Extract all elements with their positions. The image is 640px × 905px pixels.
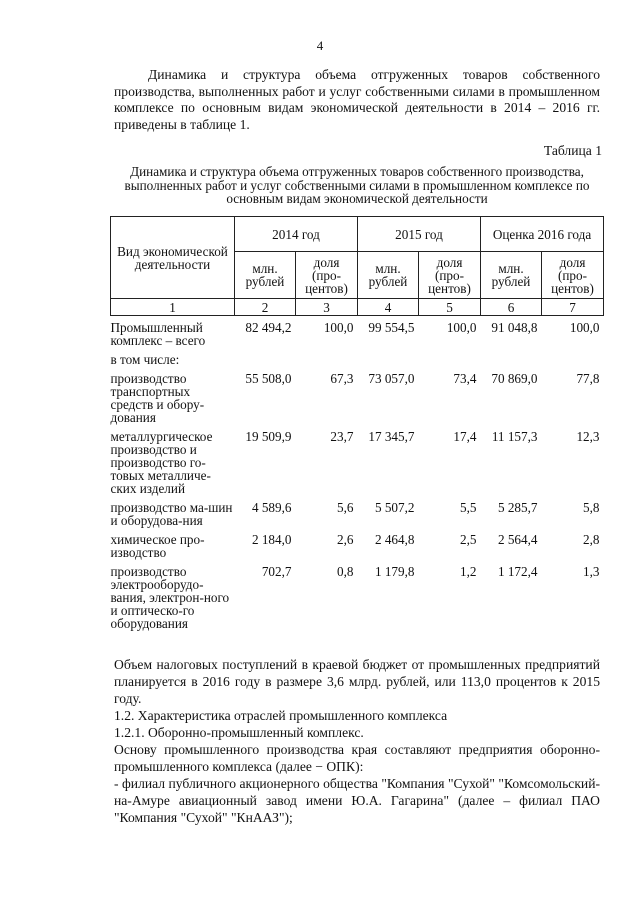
subheader-mln: млн. рублей — [481, 252, 542, 299]
sukhoi-branch-paragraph: - филиал публичного акционерного общества "Компания "Сухой" "Комсомольский-на-Амуре авиационный завод имени Ю.А. Гагарина" (далее – филиал ПАО "Компания "Сухой" "КнААЗ"); — [114, 776, 600, 825]
cell-value: 0,8 — [337, 564, 354, 579]
column-number: 6 — [481, 299, 542, 316]
table-row — [111, 316, 604, 354]
cell-value: 5,5 — [460, 500, 477, 515]
column-number: 3 — [296, 299, 358, 316]
column-number: 7 — [542, 299, 604, 316]
row-label: в том числе: — [110, 352, 180, 367]
subheader-share: доля (про-центов) — [419, 252, 481, 299]
row-label: производство транспортных средств и обору-дования — [110, 371, 205, 425]
data-table — [110, 216, 604, 636]
table-label: Таблица 1 — [543, 143, 602, 158]
cell-value: 17 345,7 — [368, 429, 415, 444]
table-row — [111, 430, 604, 501]
row-label: производство электрооборудо-вания, электрон-ного и оптическо-го оборудования — [110, 564, 230, 631]
intro-paragraph: Динамика и структура объема отгруженных товаров собственного производства, выполненных работ и услуг собственными силами в промышленном комплексе по основным видам экономической деятельности в 2014 – 2016 гг. приведены в таблице 1. — [114, 67, 600, 132]
cell-value: 99 554,5 — [368, 320, 415, 335]
column-number: 1 — [111, 299, 235, 316]
table-row — [111, 533, 604, 565]
cell-value: 91 048,8 — [491, 320, 538, 335]
subheader-mln: млн. рублей — [235, 252, 296, 299]
cell-value: 5,6 — [337, 500, 354, 515]
cell-value: 2 184,0 — [251, 532, 292, 547]
cell-value: 5 507,2 — [374, 500, 415, 515]
cell-value: 73 057,0 — [368, 371, 415, 386]
subheader-share: доля (про-центов) — [296, 252, 358, 299]
opk-paragraph: Основу промышленного производства края составляют предприятия оборонно-промышленного комплекса (далее − ОПК): — [114, 742, 600, 774]
column-number: 2 — [235, 299, 296, 316]
cell-value: 11 157,3 — [491, 429, 538, 444]
page-number: 4 — [316, 38, 324, 53]
row-label: химическое про-изводство — [110, 532, 205, 560]
cell-value: 23,7 — [330, 429, 354, 444]
cell-value: 1,3 — [583, 564, 600, 579]
section-heading-1-2-1: 1.2.1. Оборонно-промышленный комплекс. — [114, 725, 364, 740]
cell-value: 17,4 — [453, 429, 477, 444]
cell-value: 5 285,7 — [497, 500, 538, 515]
cell-value: 100,0 — [569, 320, 600, 335]
cell-value: 100,0 — [323, 320, 354, 335]
column-number: 5 — [419, 299, 481, 316]
column-number: 4 — [358, 299, 419, 316]
cell-value: 77,8 — [576, 371, 600, 386]
cell-value: 4 589,6 — [251, 500, 292, 515]
table-row — [111, 372, 604, 430]
header-year-2015: 2015 год — [358, 217, 481, 252]
cell-value: 55 508,0 — [245, 371, 292, 386]
cell-value: 1 172,4 — [497, 564, 538, 579]
cell-value: 19 509,9 — [245, 429, 292, 444]
row-label: производство ма-шин и оборудова-ния — [110, 500, 233, 528]
cell-value: 67,3 — [330, 371, 354, 386]
subheader-mln: млн. рублей — [358, 252, 419, 299]
cell-value: 1 179,8 — [374, 564, 415, 579]
cell-value: 73,4 — [453, 371, 477, 386]
row-label: Промышленный комплекс – всего — [110, 320, 206, 348]
cell-value: 82 494,2 — [245, 320, 292, 335]
cell-value: 70 869,0 — [491, 371, 538, 386]
header-year-2016: Оценка 2016 года — [481, 217, 604, 252]
cell-value: 5,8 — [583, 500, 600, 515]
cell-value: 2,5 — [460, 532, 477, 547]
cell-value: 100,0 — [446, 320, 477, 335]
table-row — [111, 565, 604, 636]
cell-value: 702,7 — [261, 564, 292, 579]
header-activity: Вид экономической деятельности — [111, 217, 235, 299]
table-row — [111, 353, 604, 372]
cell-value: 2,8 — [583, 532, 600, 547]
cell-value: 2 464,8 — [374, 532, 415, 547]
cell-value: 1,2 — [460, 564, 477, 579]
section-heading-1-2: 1.2. Характеристика отраслей промышленного комплекса — [114, 708, 448, 723]
cell-value: 2,6 — [337, 532, 354, 547]
table-row — [111, 501, 604, 533]
row-label: металлургическое производство и производство го-товых металличе-ских изделий — [110, 429, 213, 496]
subheader-share: доля (про-центов) — [542, 252, 604, 299]
cell-value: 2 564,4 — [497, 532, 538, 547]
header-year-2014: 2014 год — [235, 217, 358, 252]
tax-revenue-paragraph: Объем налоговых поступлений в краевой бюджет от промышленных предприятий планируется в 2016 году в размере 3,6 млрд. рублей, или 113,0 процентов к 2015 году. — [114, 657, 600, 706]
table-title: Динамика и структура объема отгруженных товаров собственного производства, выполненных работ и услуг собственными силами в промышленном комплексе по основным видам экономической деятельности — [124, 164, 590, 207]
cell-value: 12,3 — [576, 429, 600, 444]
